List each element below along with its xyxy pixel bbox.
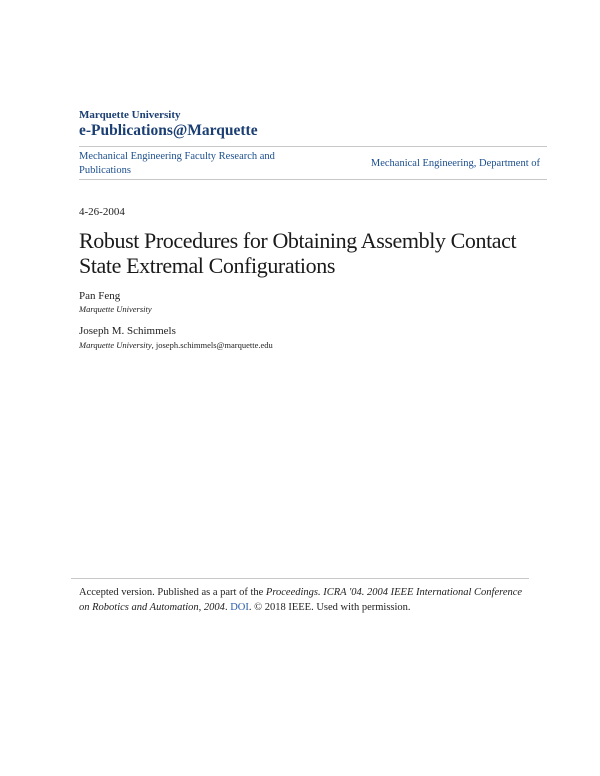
citation-suffix: . © 2018 IEEE. Used with permission.	[248, 601, 411, 613]
paper-title: Robust Procedures for Obtaining Assembly Contact State Extremal Configurations	[79, 228, 517, 278]
department-link[interactable]: Mechanical Engineering, Department of	[370, 158, 540, 169]
publication-date: 4-26-2004	[79, 206, 125, 218]
institution-name[interactable]: Marquette University	[79, 109, 181, 121]
citation-venue: Proceedings. ICRA '04. 2004 IEEE International Conference on Robotics and Automation, 2004	[79, 587, 523, 613]
citation-statement	[79, 586, 529, 615]
top-divider	[79, 146, 547, 147]
citation-divider	[71, 578, 529, 579]
citation-separator: .	[224, 601, 231, 613]
collection-divider	[79, 179, 547, 180]
collection-series-link[interactable]: Mechanical Engineering Faculty Research and Publications	[79, 151, 275, 176]
doi-link[interactable]: DOI	[230, 601, 249, 613]
affiliation-text: Marquette University	[79, 340, 152, 350]
author-affiliation: Marquette University, joseph.schimmels@marquette.edu	[79, 340, 273, 350]
citation-prefix: Accepted version. Published as a part of the	[79, 587, 266, 598]
author-name: Joseph M. Schimmels	[79, 325, 176, 337]
author-email: joseph.schimmels@marquette.edu	[155, 340, 273, 350]
author-name: Pan Feng	[79, 290, 121, 302]
repository-name[interactable]: e-Publications@Marquette	[79, 122, 258, 139]
author-affiliation	[79, 304, 152, 314]
affiliation-text: Marquette University	[79, 304, 152, 314]
